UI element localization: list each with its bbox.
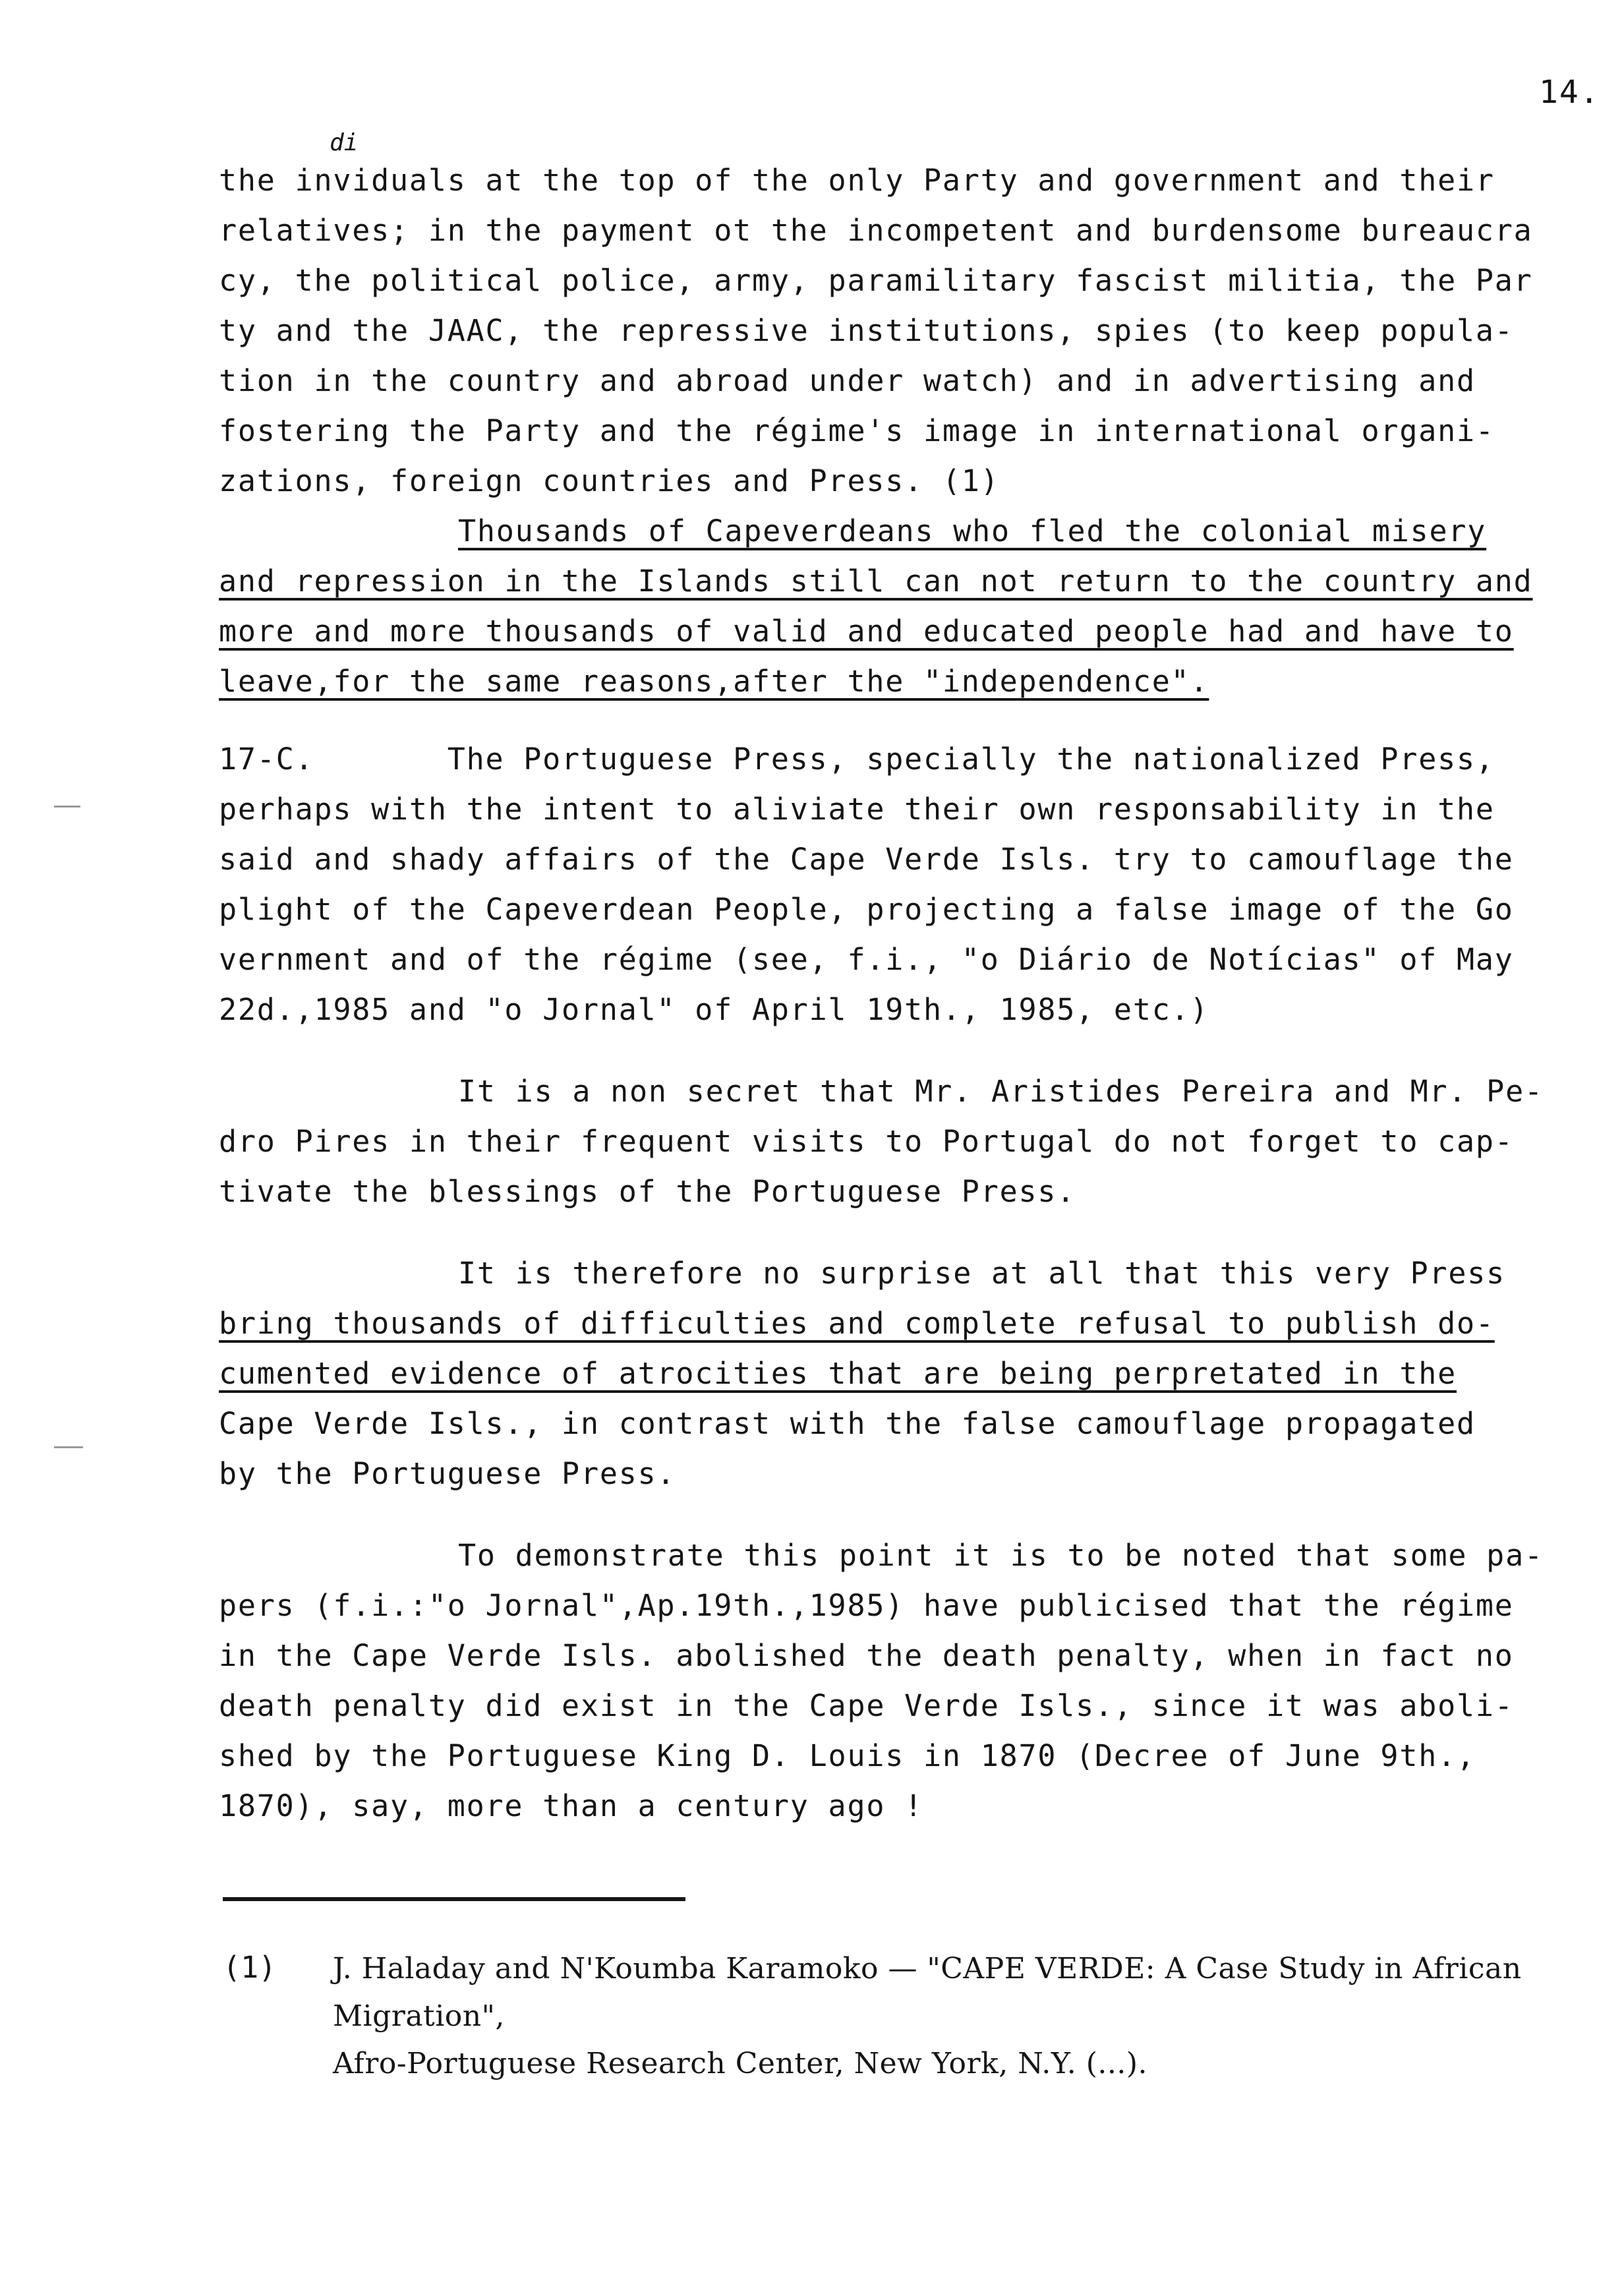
underlined-line: Thousands of Capeverdeans who fled the colonial misery: [458, 514, 1487, 548]
body-line: plight of the Capeverdean People, projecting a false image of the Go: [219, 892, 1514, 927]
body-line: pers (f.i.:"o Jornal",Ap.19th.,1985) have publicised that the régime: [219, 1588, 1514, 1623]
footnote-line: Migration",: [333, 1999, 505, 2033]
footnote-line: J. Haladay and N'Koumba Karamoko — "CAPE VERDE: A Case Study in African: [333, 1952, 1522, 1985]
underlined-line: and repression in the Islands still can not return to the country and: [219, 564, 1533, 599]
body-line: zations, foreign countries and Press. (1): [219, 463, 1000, 498]
body-line: dro Pires in their frequent visits to Portugal do not forget to cap-: [219, 1124, 1514, 1159]
scan-margin-mark: [54, 806, 80, 808]
body-line: It is therefore no surprise at all that this very Press: [458, 1256, 1506, 1291]
body-line: ty and the JAAC, the repressive institutions, spies (to keep popula-: [219, 313, 1514, 348]
body-line: vernment and of the régime (see, f.i., "o Diário de Notícias" of May: [219, 942, 1514, 977]
underlined-line: leave,for the same reasons,after the "independence".: [219, 664, 1209, 699]
underlined-line: bring thousands of difficulties and complete refusal to publish do-: [219, 1306, 1495, 1341]
body-line: in the Cape Verde Isls. abolished the death penalty, when in fact no: [219, 1638, 1514, 1673]
body-line: the inviduals at the top of the only Party and government and their: [219, 163, 1495, 198]
body-line: by the Portuguese Press.: [219, 1456, 676, 1491]
body-line: It is a non secret that Mr. Aristides Pereira and Mr. Pe-: [458, 1074, 1544, 1109]
body-line: 1870), say, more than a century ago !: [219, 1788, 924, 1823]
section-heading-line: 17-C. The Portuguese Press, specially the nationalized Press,: [219, 742, 1495, 777]
body-line: relatives; in the payment ot the incompetent and burdensome bureaucra: [219, 213, 1533, 248]
body-line: said and shady affairs of the Cape Verde Isls. try to camouflage the: [219, 842, 1514, 877]
body-line: shed by the Portuguese King D. Louis in 1870 (Decree of June 9th.,: [219, 1738, 1476, 1773]
body-line: cy, the political police, army, paramilitary fascist militia, the Par: [219, 263, 1533, 298]
scan-margin-mark: [54, 1446, 83, 1448]
body-line: fostering the Party and the régime's image in international organi-: [219, 413, 1495, 448]
underlined-line: more and more thousands of valid and educated people had and have to: [219, 614, 1514, 649]
handwritten-insertion: di: [330, 129, 359, 156]
body-line: 22d.,1985 and "o Jornal" of April 19th., 1985, etc.): [219, 992, 1209, 1027]
underlined-line: cumented evidence of atrocities that are being perpretated in the: [219, 1356, 1457, 1391]
footnote-rule: [223, 1897, 685, 1901]
body-line: tivate the blessings of the Portuguese Press.: [219, 1174, 1076, 1209]
footnote-line: Afro-Portuguese Research Center, New York, N.Y. (...).: [333, 2047, 1148, 2080]
body-line: Cape Verde Isls., in contrast with the false camouflage propagated: [219, 1406, 1476, 1441]
body-line: death penalty did exist in the Cape Verde Isls., since it was aboli-: [219, 1688, 1514, 1723]
footnote-number: (1): [223, 1950, 277, 1985]
body-line: tion in the country and abroad under watch) and in advertising and: [219, 363, 1476, 398]
body-line: To demonstrate this point it is to be noted that some pa-: [458, 1538, 1544, 1573]
body-line: perhaps with the intent to aliviate their own responsability in the: [219, 792, 1495, 827]
page-number: 14.: [1539, 74, 1600, 111]
